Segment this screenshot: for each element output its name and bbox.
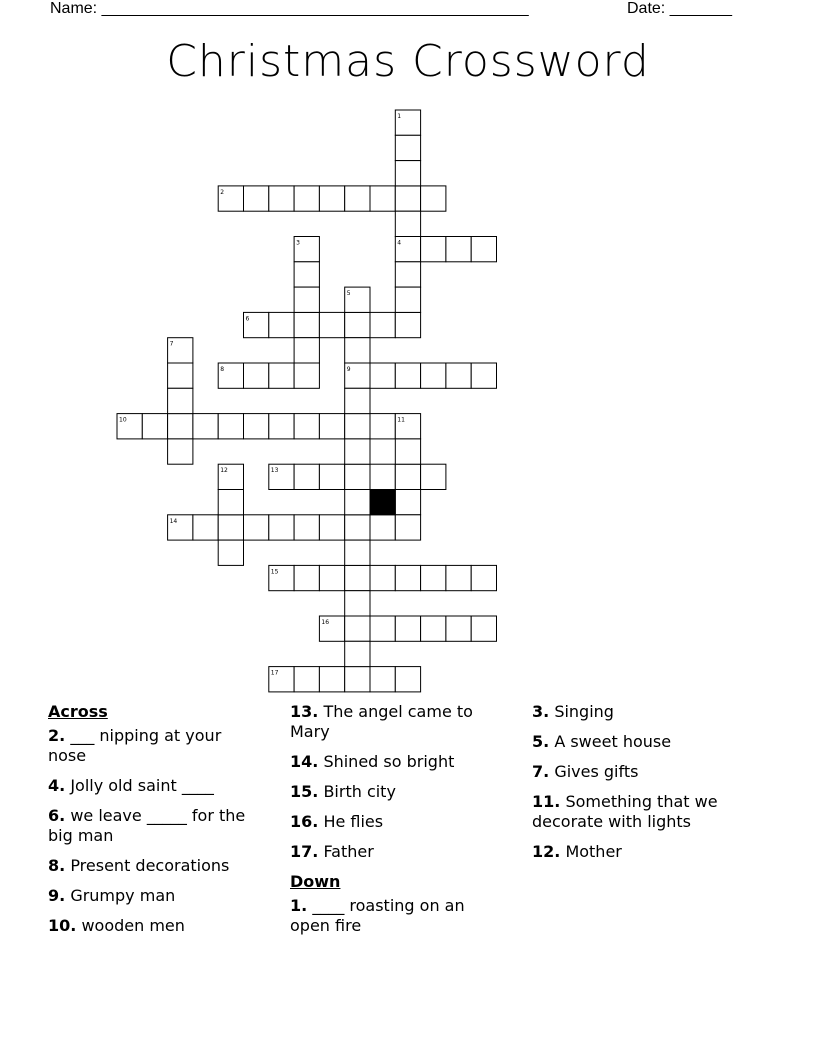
grid-cell[interactable] [319, 667, 344, 692]
grid-cell[interactable] [294, 338, 319, 363]
grid-blocked-cell [370, 490, 395, 515]
grid-cell[interactable] [218, 414, 243, 439]
grid-cell[interactable] [269, 515, 294, 540]
clue-across-14: 14. Shined so bright [290, 752, 455, 771]
clue-across-9: 9. Grumpy man [48, 886, 176, 905]
grid-cell[interactable] [345, 490, 370, 515]
grid-cell[interactable] [471, 616, 496, 641]
grid-cell[interactable] [395, 211, 420, 236]
grid-cell[interactable] [294, 565, 319, 590]
grid-cell[interactable] [345, 439, 370, 464]
grid-number: 1 [397, 113, 402, 120]
grid-cell[interactable] [294, 312, 319, 337]
grid-cell[interactable] [294, 186, 319, 211]
clue-down-11: 11. Something that we decorate with lights [532, 792, 718, 831]
grid-number: 13 [270, 467, 279, 475]
grid-cell[interactable] [421, 363, 446, 388]
grid-cell[interactable] [370, 414, 395, 439]
grid-cell[interactable] [370, 363, 395, 388]
grid-cell[interactable] [193, 414, 218, 439]
clue-across-17: 17. Father [290, 842, 374, 861]
grid-number: 6 [245, 315, 250, 323]
grid-cell[interactable] [446, 616, 471, 641]
grid-cell[interactable] [446, 237, 471, 262]
grid-number: 9 [346, 366, 351, 373]
grid-cell[interactable] [370, 565, 395, 590]
grid-cell[interactable] [395, 490, 420, 515]
clue-across-6: 6. we leave _____ for the big man [48, 806, 246, 845]
clue-across-16: 16. He flies [290, 812, 384, 831]
grid-cell[interactable] [471, 363, 496, 388]
grid-cell[interactable] [421, 186, 446, 211]
grid-number: 10 [119, 416, 127, 424]
grid-cell[interactable] [370, 186, 395, 211]
grid-cell[interactable] [345, 338, 370, 363]
grid-number: 4 [397, 239, 402, 247]
grid-cell[interactable] [395, 186, 420, 211]
clue-down-12: 12. Mother [532, 842, 622, 861]
grid-cell[interactable] [370, 464, 395, 489]
clue-across-8: 8. Present decorations [48, 856, 230, 875]
grid-cell[interactable] [294, 262, 319, 287]
grid-cell[interactable] [345, 414, 370, 439]
grid-number: 12 [220, 467, 228, 475]
grid-cell[interactable] [395, 262, 420, 287]
name-label: Name: [50, 0, 98, 17]
grid-cell[interactable] [244, 515, 269, 540]
grid-number: 14 [169, 517, 178, 525]
grid-cell[interactable] [395, 667, 420, 692]
clue-across-2: 2. ___ nipping at your nose [48, 726, 222, 765]
grid-cell[interactable] [294, 515, 319, 540]
grid-number: 16 [321, 619, 330, 626]
grid-cell[interactable] [370, 616, 395, 641]
grid-cell[interactable] [218, 490, 243, 515]
grid-cell[interactable] [244, 414, 269, 439]
across-down-column-2 [290, 702, 505, 946]
grid-cell[interactable] [395, 135, 420, 160]
page-title: Christmas Crossword [166, 36, 650, 87]
grid-cell[interactable] [193, 515, 218, 540]
grid-cell[interactable] [319, 464, 344, 489]
grid-cell[interactable] [395, 287, 420, 312]
grid-cell[interactable] [395, 161, 420, 186]
clue-down-5: 5. A sweet house [532, 732, 672, 751]
grid-cell[interactable] [269, 186, 294, 211]
grid-cell[interactable] [244, 186, 269, 211]
name-blank[interactable]: ________________________________________________ [101, 0, 529, 17]
grid-cell[interactable] [142, 414, 167, 439]
down-heading: Down [290, 872, 341, 891]
clue-across-13: 13. The angel came to Mary [290, 702, 473, 741]
grid-cell[interactable] [168, 363, 193, 388]
grid-cell[interactable] [345, 641, 370, 666]
grid-cell[interactable] [395, 565, 420, 590]
grid-cell[interactable] [395, 363, 420, 388]
grid-cell[interactable] [446, 565, 471, 590]
clue-down-1: 1. ____ roasting on an open fire [290, 896, 465, 935]
grid-cell[interactable] [294, 667, 319, 692]
grid-cell[interactable] [218, 540, 243, 565]
grid-cell[interactable] [294, 414, 319, 439]
grid-cell[interactable] [395, 312, 420, 337]
clue-across-10: 10. wooden men [48, 916, 185, 935]
grid-cell[interactable] [319, 565, 344, 590]
grid-cell[interactable] [345, 667, 370, 692]
grid-cell[interactable] [269, 363, 294, 388]
grid-cell[interactable] [269, 312, 294, 337]
grid-number: 2 [220, 188, 225, 196]
grid-cell[interactable] [345, 186, 370, 211]
grid-cell[interactable] [294, 464, 319, 489]
grid-cell[interactable] [345, 312, 370, 337]
grid-cell[interactable] [244, 363, 269, 388]
grid-cell[interactable] [319, 414, 344, 439]
grid-cell[interactable] [421, 565, 446, 590]
grid-cell[interactable] [345, 616, 370, 641]
clue-down-3: 3. Singing [532, 702, 614, 721]
grid-cell[interactable] [421, 464, 446, 489]
grid-cell[interactable] [446, 363, 471, 388]
grid-cell[interactable] [471, 237, 496, 262]
grid-cell[interactable] [421, 237, 446, 262]
grid-cell[interactable] [345, 565, 370, 590]
grid-cell[interactable] [370, 312, 395, 337]
grid-cell[interactable] [395, 616, 420, 641]
grid-cell[interactable] [395, 439, 420, 464]
grid-cell[interactable] [345, 591, 370, 616]
grid-cell[interactable] [168, 414, 193, 439]
grid-cell[interactable] [345, 515, 370, 540]
grid-number: 15 [270, 568, 279, 576]
grid-cell[interactable] [168, 388, 193, 413]
clue-down-7: 7. Gives gifts [532, 762, 639, 781]
grid-cell[interactable] [421, 616, 446, 641]
grid-cell[interactable] [319, 186, 344, 211]
clue-across-15: 15. Birth city [290, 782, 396, 801]
grid-number: 11 [397, 416, 405, 424]
grid-cell[interactable] [345, 540, 370, 565]
grid-cell[interactable] [168, 439, 193, 464]
clue-across-4: 4. Jolly old saint ____ [48, 776, 214, 795]
down-column-3 [532, 702, 772, 872]
grid-number: 7 [169, 340, 174, 348]
grid-cell[interactable] [395, 515, 420, 540]
grid-cell[interactable] [370, 515, 395, 540]
grid-cell[interactable] [395, 464, 420, 489]
grid-cell[interactable] [269, 414, 294, 439]
date-label: Date: [627, 0, 666, 17]
grid-cell[interactable] [218, 515, 243, 540]
grid-cell[interactable] [294, 287, 319, 312]
grid-cell[interactable] [319, 312, 344, 337]
grid-number: 8 [220, 366, 225, 373]
grid-cell[interactable] [370, 667, 395, 692]
grid-cell[interactable] [294, 363, 319, 388]
grid-number: 5 [346, 290, 351, 298]
date-blank[interactable]: _______ [669, 0, 732, 17]
grid-cell[interactable] [471, 565, 496, 590]
grid-number: 17 [270, 669, 279, 677]
grid-number: 3 [296, 239, 300, 247]
grid-cell[interactable] [319, 515, 344, 540]
grid-cell[interactable] [345, 464, 370, 489]
across-column-1 [48, 702, 263, 946]
grid-cell[interactable] [345, 388, 370, 413]
across-heading: Across [48, 702, 108, 721]
